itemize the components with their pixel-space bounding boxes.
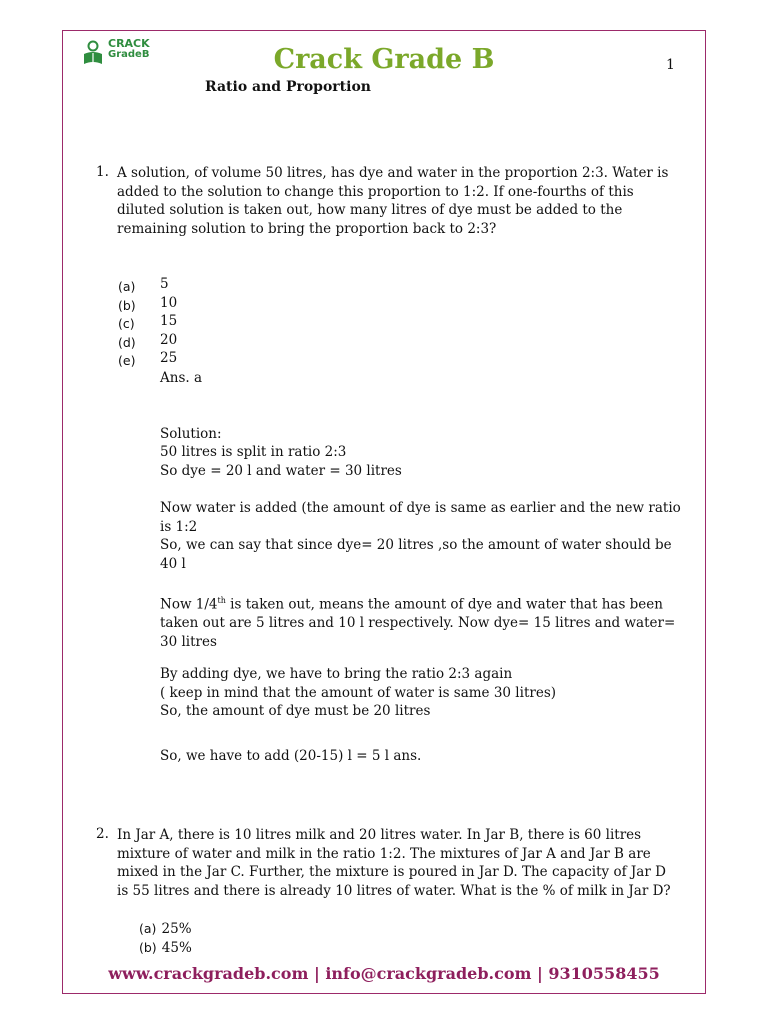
solution-paragraph-4 xyxy=(160,665,700,721)
option-value: 25% xyxy=(161,921,192,937)
option-value: 15 xyxy=(160,313,178,330)
option-item xyxy=(118,331,178,351)
option-value: 25 xyxy=(160,350,178,367)
footer-contact: www.crackgradeb.com | info@crackgradeb.com | 9310558455 xyxy=(108,964,660,983)
question-2-line: mixed in the Jar C. Further, the mixture is poured in Jar D. The capacity of Jar D xyxy=(117,864,666,881)
question-2-number: 2. xyxy=(96,826,109,842)
option-item xyxy=(118,313,178,332)
option-item xyxy=(118,294,178,314)
solution-text: is taken out, means the amount of dye and water that has been xyxy=(225,596,663,613)
question-2-line: In Jar A, there is 10 litres milk and 20 litres water. In Jar B, there is 60 litres xyxy=(117,827,642,843)
solution-line xyxy=(160,592,700,614)
logo-text-gradeb: GradeB xyxy=(108,49,150,60)
option-letter: (b) xyxy=(118,297,136,313)
solution-line: Now water is added (the amount of dye is same as earlier and the new ratio xyxy=(160,500,681,516)
option-letter: (e) xyxy=(118,353,136,369)
logo-text-crack: CRACK xyxy=(108,37,150,50)
answer-label: Ans. a xyxy=(160,370,203,386)
question-1-number: 1. xyxy=(96,164,109,180)
question-1-text xyxy=(117,164,668,238)
solution-text: Now 1/4 xyxy=(160,596,218,613)
question-1-line: diluted solution is taken out, how many litres of dye must be added to the xyxy=(117,202,623,219)
solution-paragraph-2 xyxy=(160,499,700,573)
solution-line: taken out are 5 litres and 10 l respectively. Now dye= 15 litres and water= xyxy=(160,615,676,632)
question-1-line: A solution, of volume 50 litres, has dye and water in the proportion 2:3. Water is xyxy=(117,165,669,181)
option-item xyxy=(139,918,192,937)
option-value: 20 xyxy=(160,331,178,348)
brand-title: Crack Grade B xyxy=(273,44,495,75)
solution-line: 40 l xyxy=(160,555,186,572)
question-2-line: mixture of water and milk in the ratio 1:2. The mixtures of Jar A and Jar B are xyxy=(117,845,651,862)
option-item xyxy=(139,937,192,956)
question-1-options xyxy=(118,276,178,369)
option-value: 45% xyxy=(161,939,192,956)
option-letter: (c) xyxy=(118,316,135,332)
solution-line: So, the amount of dye must be 20 litres xyxy=(160,703,431,720)
solution-heading: Solution: xyxy=(160,426,222,442)
option-item xyxy=(118,350,178,369)
solution-paragraph-5: So, we have to add (20-15) l = 5 l ans. xyxy=(160,748,422,764)
solution-line: ( keep in mind that the amount of water is same 30 litres) xyxy=(160,684,557,701)
superscript: th xyxy=(217,596,226,605)
solution-line: So, we can say that since dye= 20 litres ,so the amount of water should be xyxy=(160,537,672,554)
option-value: 5 xyxy=(160,276,169,292)
solution-line: is 1:2 xyxy=(160,518,198,535)
option-letter: (d) xyxy=(118,334,136,350)
question-2-line: is 55 litres and there is already 10 litres of water. What is the % of milk in Jar D? xyxy=(117,882,671,899)
question-1-line: added to the solution to change this proportion to 1:2. If one-fourths of this xyxy=(117,183,634,200)
question-2-options xyxy=(139,918,192,955)
solution-line: So dye = 20 l and water = 30 litres xyxy=(160,462,402,479)
solution-paragraph-1 xyxy=(160,443,402,480)
solution-line: 30 litres xyxy=(160,633,217,650)
question-1-line: remaining solution to bring the proportion back to 2:3? xyxy=(117,220,497,237)
solution-paragraph-3 xyxy=(160,592,700,651)
option-value: 10 xyxy=(160,294,178,311)
solution-line: 50 litres is split in ratio 2:3 xyxy=(160,444,347,460)
solution-line: By adding dye, we have to bring the ratio 2:3 again xyxy=(160,666,513,682)
page-subtitle: Ratio and Proportion xyxy=(205,79,371,95)
option-letter: (b) xyxy=(139,939,157,955)
page-number: 1 xyxy=(666,57,675,73)
option-letter: (a) xyxy=(139,921,157,936)
question-2-text xyxy=(117,826,671,900)
option-item xyxy=(118,276,169,295)
option-letter: (a) xyxy=(118,279,136,294)
